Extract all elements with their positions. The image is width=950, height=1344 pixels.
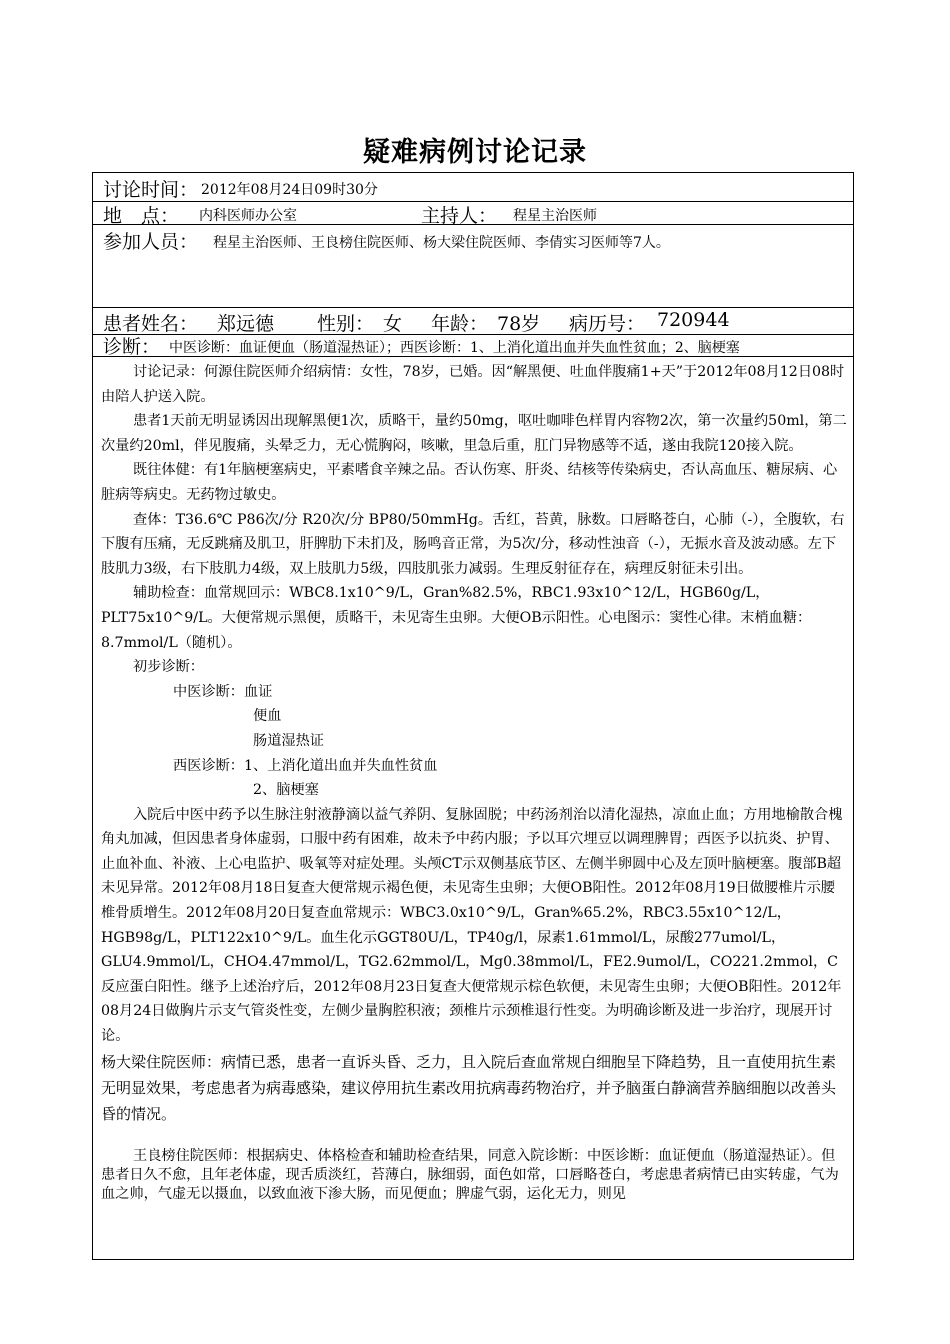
paragraph-intro: 讨论记录：何源住院医师介绍病情：女性，78岁，已婚。因“解黑便、吐血伴腹痛1+天”于2012年08月12日08时由陪人护送入院。	[101, 364, 845, 405]
patient-row	[93, 308, 853, 335]
page-title: 疑难病例讨论记录	[363, 137, 587, 168]
tcm-diagnosis-line-2: 便血	[253, 708, 282, 725]
record-table	[92, 172, 854, 1260]
western-diagnosis: 西医诊断：1、上消化道出血并失血性贫血	[173, 757, 438, 774]
time-label: 讨论时间：	[103, 179, 199, 201]
paragraph-yang-opinion: 杨大梁住院医师：病情已悉，患者一直诉头昏、乏力，且入院后查血常规白细胞呈下降趋势，且一直使用抗生素无明显效果，考虑患者为病毒感染，建议停用抗生素改用抗病毒药物治疗，并予脑蛋白静滴营养脑细胞以改善头昏的情况。	[101, 1052, 837, 1123]
paragraph-past-history: 既往体健：有1年脑梗塞病史，平素嗜食辛辣之品。否认伤寒、肝炎、结核等传染病史，否认高血压、糖尿病、心脏病等病史。无药物过敏史。	[101, 462, 838, 503]
sex-value: 女	[383, 313, 403, 335]
host-label: 主持人：	[421, 205, 498, 227]
initial-diagnosis-heading: 初步诊断：	[133, 659, 204, 676]
age-label: 年龄：	[431, 313, 489, 335]
tcm-diagnosis: 中医诊断：血证	[173, 683, 273, 700]
spacer	[101, 1127, 847, 1147]
discussion-body	[101, 360, 847, 1204]
paragraph-history: 患者1天前无明显诱因出现解黑便1次，质略干，量约50mg，呕吐咖啡色样胃内容物2次，第一次量约50ml，第二次量约20ml，伴见腹痛，头晕乏力，无心慌胸闷，咳嗽，里急后重，肛门异物感等不适，遂由我院120接入院。	[101, 413, 847, 454]
paragraph-lab-tests: 辅助检查：血常规回示：WBC8.1x10^9/L，Gran%82.5%，RBC1.93x10^12/L，HGB60g/L，PLT75x10^9/L。大便常规示黑便，质略干，未见寄生虫卵。大便OB示阳性。心电图示：窦性心律。末梢血糖：8.7mmol/L（随机）。	[101, 585, 812, 651]
age-value: 78岁	[497, 313, 541, 335]
patient-name-label: 患者姓名：	[103, 313, 199, 335]
paragraph-wang-opinion: 王良榜住院医师：根据病史、体格检查和辅助检查结果，同意入院诊断：中医诊断：血证便血（肠道湿热证）。但患者日久不愈，且年老体虚，现舌质淡红，苔薄白，脉细弱，面色如常，口唇略苍白，考虑患者病情已由实转虚，气为血之帅，气虚无以摄血，以致血液下渗大肠，而见便血；脾虚气弱，运化无力，则见	[101, 1147, 839, 1202]
paragraph-treatment: 入院后中医中药予以生脉注射液静滴以益气养阴、复脉固脱；中药汤剂治以清化湿热，凉血止血；方用地榆散合槐角丸加减，但因患者身体虚弱，口服中药有困难，故未予中药内服；予以耳穴埋豆以调理脾胃；西医予以抗炎、护胃、止血补血、补液、上心电监护、吸氧等对症处理。头颅CT示双侧基底节区、左侧半卵圆中心及左顶叶脑梗塞。腹部B超未见异常。2012年08月18日复查大便常规示褐色便，未见寄生虫卵；大便OB阳性。2012年08月19日做腰椎片示腰椎骨质增生。2012年08月20日复查血常规示：WBC3.0x10^9/L，Gran%65.2%，RBC3.55x10^12/L，HGB98g/L，PLT122x10^9/L。血生化示GGT80U/L，TP40g/l，尿素1.61mmol/L，尿酸277umol/L，GLU4.9mmol/L，CHO4.47mmol/L，TG2.62mmol/L，Mg0.38mmol/L，FE2.9umol/L，CO221.2mmol，C反应蛋白阳性。继予上述治疗后，2012年08月23日复查大便常规示棕色软便，未见寄生虫卵；大便OB阳性。2012年08月24日做胸片示支气管炎性变，左侧少量胸腔积液；颈椎片示颈椎退行性变。为明确诊断及进一步治疗，现展开讨论。	[101, 806, 843, 1045]
participants-value: 程星主治医师、王良榜住院医师、杨大梁住院医师、李倩实习医师等7人。	[213, 235, 670, 251]
record-number-value: 720944	[657, 309, 730, 331]
western-diagnosis-line-2: 2、脑梗塞	[253, 782, 319, 799]
tcm-diagnosis-line-3: 肠道湿热证	[253, 732, 324, 749]
diagnosis-value: 中医诊断：血证便血（肠道湿热证）；西医诊断：1、上消化道出血并失血性贫血；2、脑梗塞	[169, 340, 740, 356]
sex-label: 性别：	[317, 313, 375, 335]
time-value: 2012年08月24日09时30分	[201, 182, 378, 198]
participants-row	[93, 225, 853, 308]
place-row	[93, 202, 853, 225]
participants-label: 参加人员：	[103, 231, 199, 253]
patient-name-value: 郑远德	[217, 313, 275, 335]
diagnosis-row	[93, 335, 853, 357]
record-number-label: 病历号：	[569, 313, 646, 335]
host-value: 程星主治医师	[513, 208, 597, 224]
diagnosis-label: 诊断：	[103, 336, 161, 358]
place-value: 内科医师办公室	[199, 208, 297, 224]
time-row	[93, 173, 853, 202]
paragraph-exam: 查体：T36.6℃ P86次/分 R20次/分 BP80/50mmHg。舌红，苔黄，脉数。口唇略苍白，心肺（-），全腹软，右下腹有压痛，无反跳痛及肌卫，肝脾肋下未扪及，肠鸣音正常，为5次/分，移动性浊音（-），无振水音及波动感。左下肢肌力3级，右下肢肌力4级，双上肢肌力5级，四肢肌张力减弱。生理反射征存在，病理反射征未引出。	[101, 511, 845, 577]
place-label: 地 点：	[103, 205, 180, 227]
